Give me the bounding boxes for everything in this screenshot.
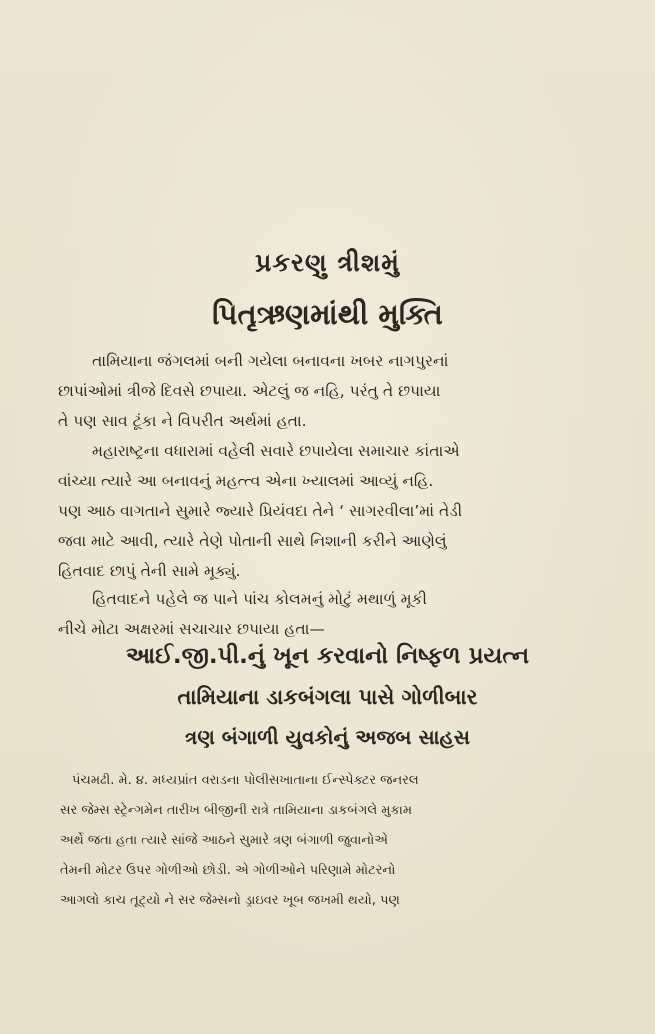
news-headline-main: આઈ.જી.પી.નું ખૂન કરવાનો નિષ્ફળ પ્રયત્ન [125,643,530,669]
paragraph-2 [58,436,606,586]
news-line: સર જેમ્સ સ્ટ્રેન્ગમેન તારીખ બીજીની રાત્રે તામિયાના ડાકબંગલે મુકામ [60,803,413,818]
news-line: પંચમઢી. મે. ૪. મધ્યપ્રાંત વરાડના પોલીસખાતાના ઈન્સ્પેક્ટર જનરલ [72,773,419,788]
news-headline-sub: તામિયાના ડાકબંગલા પાસે ગોળીબાર [177,685,478,709]
paragraph-line: હિતવાદને પહેલે જ પાને પાંચ કોલમનું મોટું મથાળું મૂકી [92,590,427,608]
paragraph-line: છાપાંઓમાં ત્રીજે દિવસે છપાયા. એટલું જ નહિ, પરંતુ તે છપાયા [58,382,441,400]
news-report [60,766,608,916]
paragraph-line: તામિયાના જંગલમાં બની ગયેલા બનાવના ખબર નાગપુરનાં [92,352,449,370]
news-line: તેમની મોટર ઉપર ગોળીઓ છોડી. એ ગોળીઓને પરિણામે મોટરનો [60,863,396,878]
paragraph-1 [58,346,606,436]
news-headline-sub: ત્રણ બંગાળી યુવકોનું અજબ સાહસ [185,725,470,749]
paragraph-line: નીચે મોટા અક્ષરમાં સચાચાર છપાયા હતા— [58,620,325,638]
news-line: અર્થે જતા હતા ત્યારે સાંજે આઠને સુમારે ત્રણ બંગાળી જુવાનોએ [60,833,388,848]
paragraph-line: જવા માટે આવી, ત્યારે તેણે પોતાની સાથે નિશાની કરીને આણેલું [58,532,447,550]
paragraph-line: વાંચ્યા ત્યારે આ બનાવનું મહત્ત્વ એના ખ્યાલમાં આવ્યું નહિ. [58,472,434,490]
paragraph-3 [58,584,606,644]
paragraph-line: પણ આઠ વાગતાને સુમારે જ્યારે પ્રિયંવદા તેને ‘ સાગરવીલા’માં તેડી [58,502,463,520]
paragraph-line: તે પણ સાવ ટૂંકા ને વિપરીત અર્થમાં હતા. [58,412,307,430]
chapter-title: પિતૃઋણમાંથી મુક્તિ [212,297,443,331]
paragraph-line: મહારાષ્ટ્રના વધારામાં વહેલી સવારે છપાયેલા સમાચાર કાંતાએ [92,442,460,460]
paragraph-line: હિતવાદ છાપું તેની સામે મૂક્યું. [58,562,241,580]
news-line: આગલો કાચ તૂટ્યો ને સર જેમ્સનો ડ્રાઇવર ખૂબ જખમી થયો, પણ [60,893,400,908]
chapter-number: પ્રકરણુ ત્રીશમું [255,248,400,277]
